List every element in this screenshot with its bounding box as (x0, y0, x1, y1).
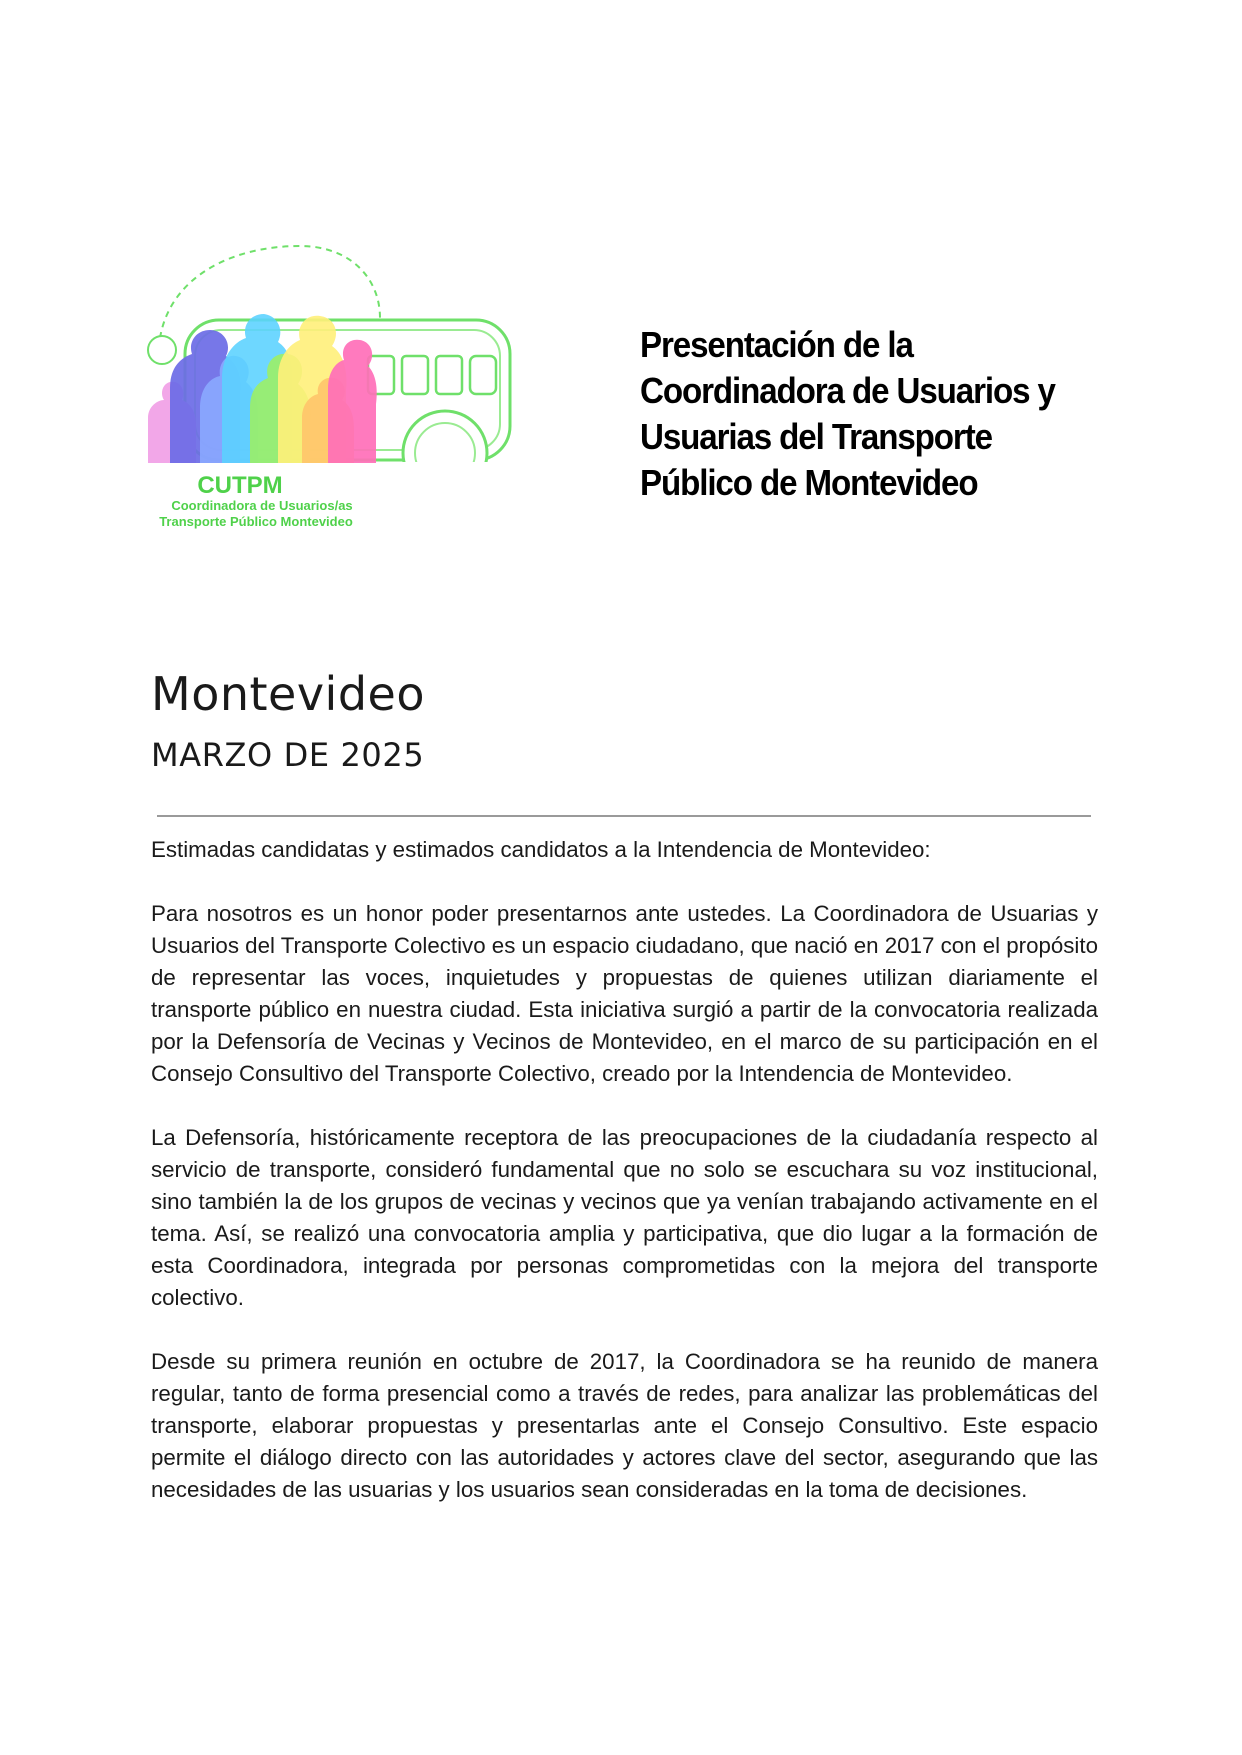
cutpm-logo (140, 238, 530, 538)
date-subheading: MARZO DE 2025 (151, 736, 425, 774)
logo-acronym: CUTPM (197, 472, 283, 499)
salutation: Estimadas candidatas y estimados candidatos a la Intendencia de Montevideo: (151, 837, 931, 862)
letter-body (151, 834, 1098, 1538)
logo-line-2: Transporte Público Montevideo (159, 514, 353, 529)
bus-windows (368, 356, 496, 394)
paragraph: Para nosotros es un honor poder presentarnos ante ustedes. La Coordinadora de Usuarias y Usuarios del Transporte Colectivo es un espacio ciudadano, que nació en 2017 con el propósito de representar las voces, inquietudes y propuestas de quienes utilizan diariamente el transporte público en nuestra ciudad. Esta iniciativa surgió a partir de la convocatoria realizada por la Defensoría de Vecinas y Vecinos de Montevideo, en el marco de su participación en el Consejo Consultivo del Transporte Colectivo, creado por la Intendencia de Montevideo. (151, 901, 1098, 1086)
paragraph: Desde su primera reunión en octubre de 2017, la Coordinadora se ha reunido de manera regular, tanto de forma presencial como a través de redes, para analizar las problemáticas del transporte, elaborar propuestas y presentarlas ante el Consejo Consultivo. Este espacio permite el diálogo directo con las autoridades y actores clave del sector, asegurando que las necesidades de las usuarias y los usuarios sean consideradas en la toma de decisiones. (151, 1349, 1098, 1502)
people-silhouettes-icon (148, 314, 377, 463)
paragraph: La Defensoría, históricamente receptora de las preocupaciones de la ciudadanía respecto al servicio de transporte, consideró fundamental que no solo se escuchara su voz institucional, sino también la de los grupos de vecinas y vecinos que ya venían trabajando activamente en el tema. Así, se realizó una convocatoria amplia y participativa, que dio lugar a la formación de esta Coordinadora, integrada por personas comprometidas con la mejora del transporte colectivo. (151, 1125, 1098, 1310)
city-heading: Montevideo (151, 667, 425, 721)
logo-line-1: Coordinadora de Usuarios/as (171, 498, 353, 513)
document-title: Presentación de la Coordinadora de Usuarios y Usuarias del Transporte Público de Montevideo (640, 324, 1055, 503)
divider (157, 815, 1091, 817)
route-start-circle (148, 336, 176, 364)
